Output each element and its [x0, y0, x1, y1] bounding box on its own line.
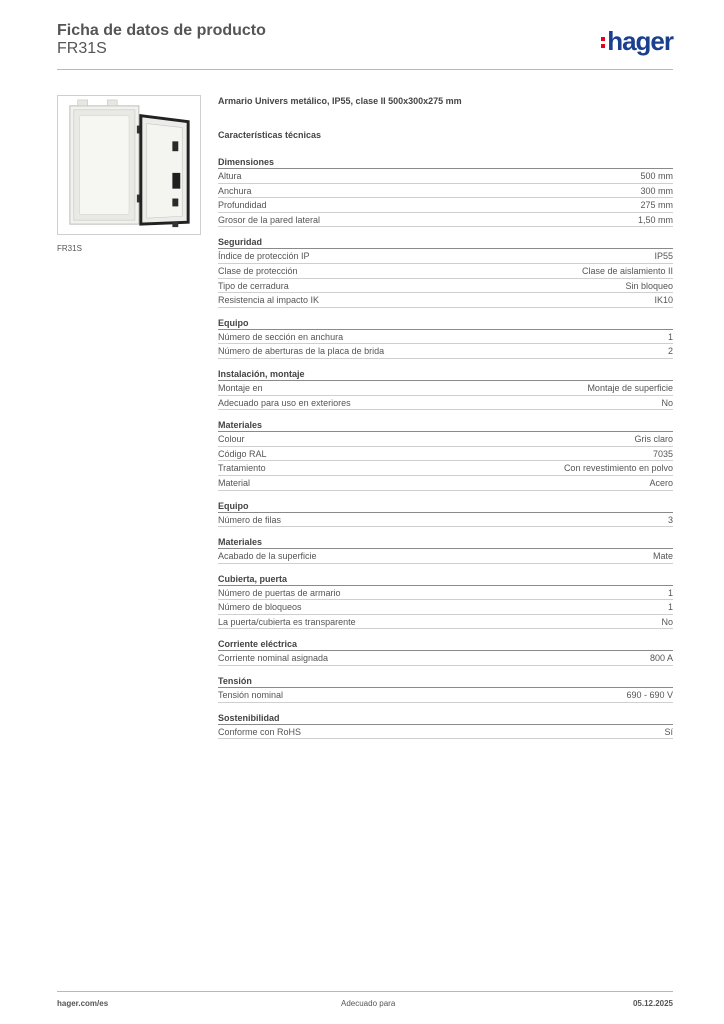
- product-image: [57, 95, 201, 235]
- spec-row: [218, 249, 673, 264]
- spec-row: [218, 725, 673, 740]
- spec-value: No: [661, 616, 673, 627]
- spec-label: Conforme con RoHS: [218, 726, 302, 737]
- spec-label: Acabado de la superficie: [218, 551, 317, 562]
- spec-row: [218, 615, 673, 630]
- spec-value: 7035: [652, 448, 673, 459]
- spec-row: [218, 344, 673, 359]
- spec-row: [218, 184, 673, 199]
- spec-value: 500 mm: [640, 171, 673, 181]
- spec-group: [218, 235, 673, 307]
- spec-value: Gris claro: [634, 434, 673, 445]
- footer-date: 05.12.2025: [632, 999, 673, 1008]
- spec-value: 800 A: [649, 653, 673, 664]
- group-title: Materiales: [218, 535, 673, 549]
- spec-row: [218, 213, 673, 228]
- spec-label: Código RAL: [218, 448, 267, 459]
- page-header: [57, 20, 673, 70]
- spec-group: [218, 155, 673, 227]
- spec-label: Número de sección en anchura: [218, 331, 344, 342]
- spec-label: Índice de protección IP: [218, 251, 310, 262]
- spec-label: Anchura: [218, 185, 252, 196]
- spec-label: Altura: [218, 171, 242, 181]
- spec-value: 690 - 690 V: [626, 690, 673, 701]
- spec-value: No: [661, 397, 673, 408]
- logo-text: hager: [607, 26, 673, 56]
- spec-group: [218, 711, 673, 740]
- spec-row: [218, 279, 673, 294]
- group-title: Materiales: [218, 418, 673, 432]
- spec-value: 1: [667, 602, 673, 613]
- spec-content: [218, 96, 673, 747]
- spec-value: 1: [667, 331, 673, 342]
- spec-label: Profundidad: [218, 200, 267, 211]
- spec-value: 1,50 mm: [637, 214, 673, 225]
- group-title: Tensión: [218, 674, 673, 688]
- spec-value: Mate: [652, 551, 673, 562]
- spec-row: [218, 264, 673, 279]
- group-title: Dimensiones: [218, 155, 673, 169]
- spec-group: [218, 367, 673, 410]
- spec-label: Resistencia al impacto IK: [218, 295, 320, 306]
- spec-label: Grosor de la pared lateral: [218, 214, 321, 225]
- spec-value: 2: [667, 346, 673, 357]
- spec-value: Sin bloqueo: [625, 280, 673, 291]
- spec-value: IK10: [654, 295, 673, 306]
- spec-label: Clase de protección: [218, 265, 298, 276]
- spec-row: [218, 586, 673, 601]
- electrical-cabinet-icon: [58, 96, 200, 234]
- spec-value: Clase de aislamiento II: [581, 265, 673, 276]
- spec-label: Tensión nominal: [218, 690, 284, 701]
- spec-label: Adecuado para uso en exteriores: [218, 397, 351, 408]
- group-title: Equipo: [218, 499, 673, 513]
- hager-logo[interactable]: [601, 26, 673, 56]
- spec-label: Material: [218, 477, 251, 488]
- spec-row: [218, 600, 673, 615]
- spec-value: 1: [667, 587, 673, 598]
- spec-row: [218, 169, 673, 184]
- spec-group: [218, 316, 673, 359]
- spec-row: [218, 330, 673, 345]
- spec-label: Número de puertas de armario: [218, 587, 341, 598]
- image-caption: FR31S: [57, 244, 82, 253]
- spec-label: Tratamiento: [218, 463, 266, 474]
- spec-value: 275 mm: [640, 200, 673, 211]
- page-footer: [57, 991, 673, 1011]
- spec-label: Montaje en: [218, 382, 263, 393]
- spec-row: [218, 447, 673, 462]
- spec-row: [218, 549, 673, 564]
- spec-value: Con revestimiento en polvo: [563, 463, 673, 474]
- spec-label: La puerta/cubierta es transparente: [218, 616, 356, 627]
- spec-row: [218, 198, 673, 213]
- spec-label: Número de filas: [218, 514, 282, 525]
- spec-label: Colour: [218, 434, 245, 445]
- group-title: Instalación, montaje: [218, 367, 673, 381]
- group-title: Cubierta, puerta: [218, 572, 673, 586]
- spec-group: [218, 418, 673, 490]
- spec-group: [218, 572, 673, 630]
- spec-row: [218, 513, 673, 528]
- tech-section-title: Características técnicas: [218, 130, 322, 140]
- logo-dots-icon: [601, 37, 605, 48]
- spec-row: [218, 461, 673, 476]
- spec-row: [218, 476, 673, 491]
- spec-value: Acero: [649, 477, 673, 488]
- footer-center-text: Adecuado para: [341, 999, 396, 1008]
- spec-row: [218, 396, 673, 411]
- document-title: Ficha de datos de producto: [57, 22, 266, 39]
- product-code: FR31S: [57, 40, 107, 57]
- footer-website-link[interactable]: hager.com/es: [57, 999, 109, 1008]
- spec-value: 3: [667, 514, 673, 525]
- spec-group: [218, 674, 673, 703]
- spec-label: Corriente nominal asignada: [218, 653, 329, 664]
- group-title: Corriente eléctrica: [218, 637, 673, 651]
- spec-row: [218, 381, 673, 396]
- spec-label: Tipo de cerradura: [218, 280, 289, 291]
- spec-label: Número de bloqueos: [218, 602, 302, 613]
- group-title: Equipo: [218, 316, 673, 330]
- spec-row: [218, 432, 673, 447]
- product-title: Armario Univers metálico, IP55, clase II 500x300x275 mm: [218, 96, 462, 106]
- spec-row: [218, 293, 673, 308]
- group-title: Sostenibilidad: [218, 711, 673, 725]
- spec-value: Sí: [664, 726, 673, 737]
- spec-value: Montaje de superficie: [587, 382, 673, 393]
- spec-row: [218, 688, 673, 703]
- spec-row: [218, 651, 673, 666]
- spec-value: 300 mm: [640, 185, 673, 196]
- spec-group: [218, 535, 673, 564]
- group-title: Seguridad: [218, 235, 673, 249]
- spec-value: IP55: [654, 251, 673, 262]
- spec-group: [218, 637, 673, 666]
- spec-label: Número de aberturas de la placa de brida: [218, 346, 385, 357]
- spec-group: [218, 499, 673, 528]
